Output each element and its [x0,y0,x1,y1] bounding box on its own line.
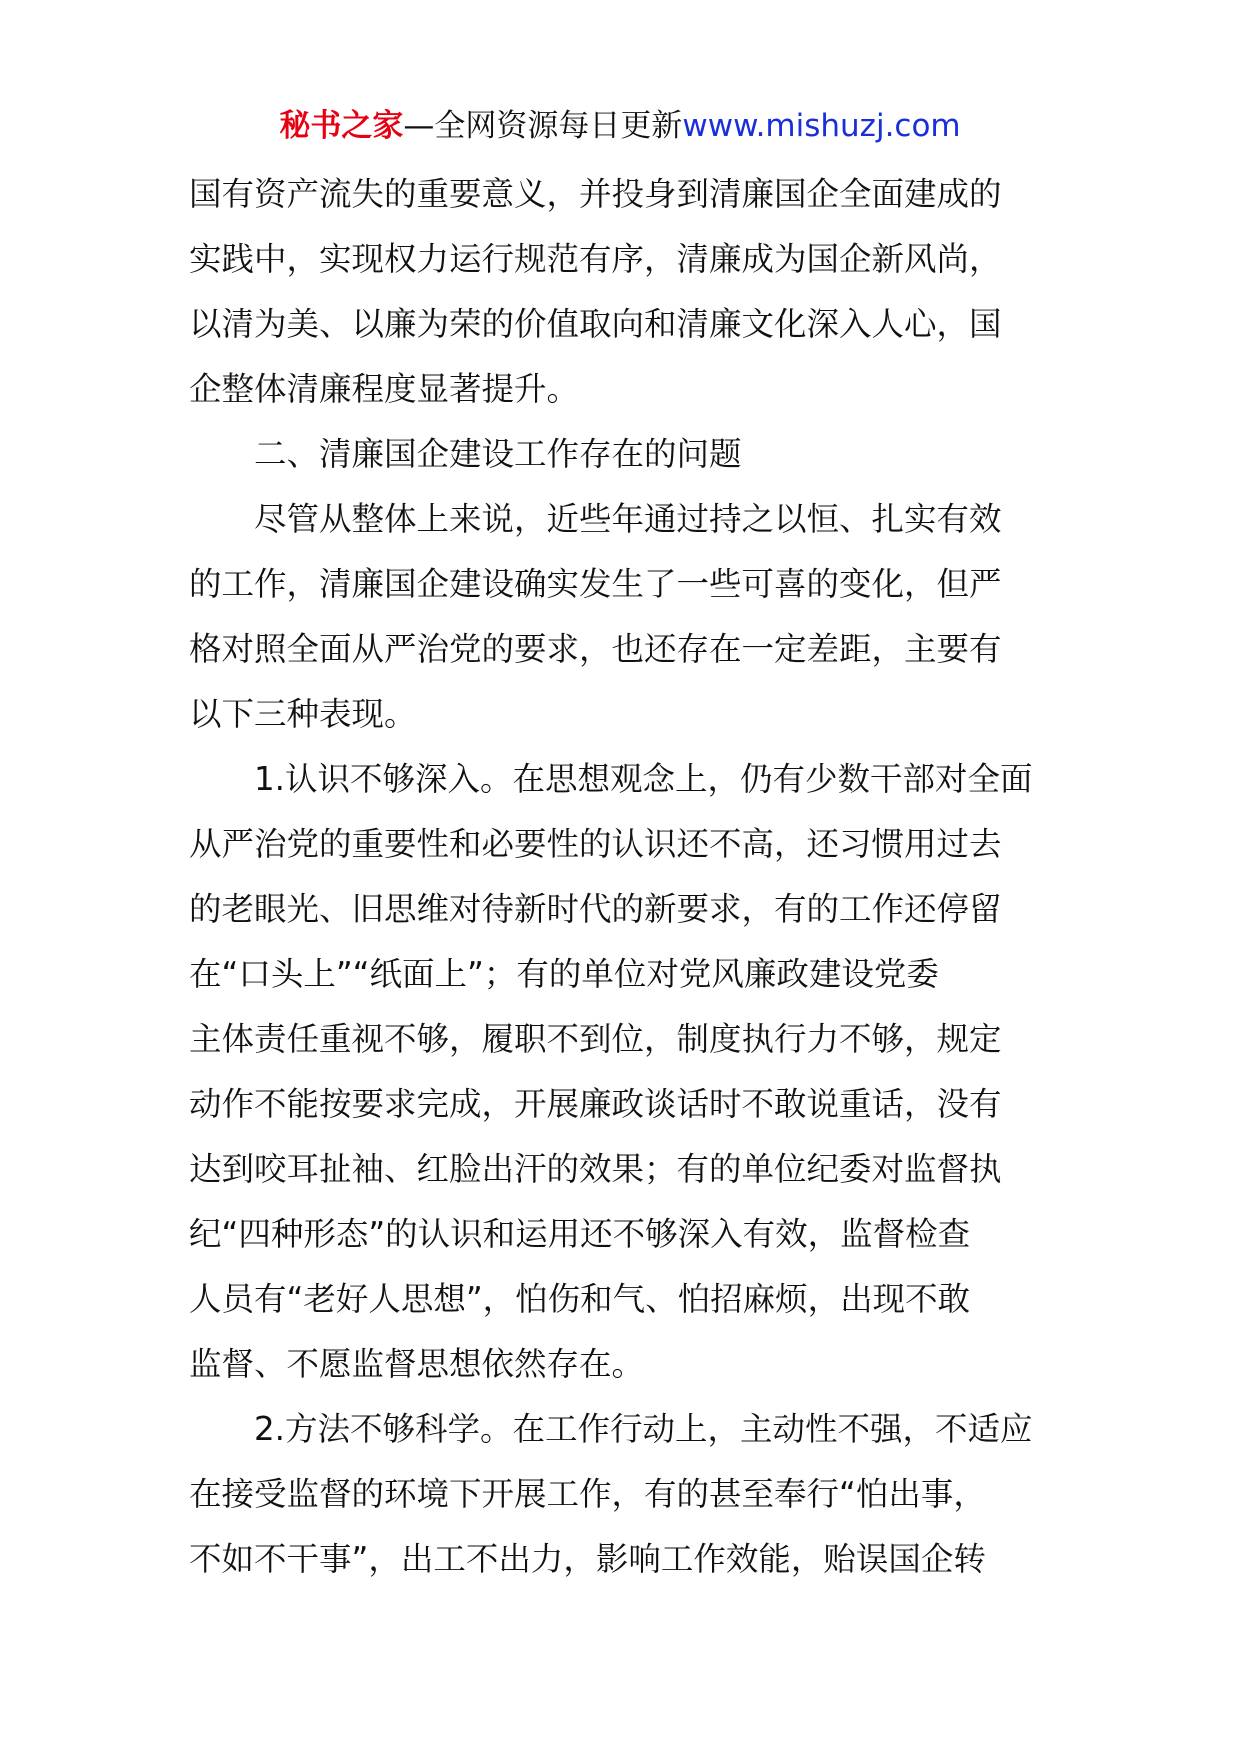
header-brand: 秘书之家 [279,108,404,144]
text-line: 国有资产流失的重要意义，并投身到清廉国企全面建成的 [189,175,1002,213]
text-line: 达到咬耳扯袖、红脸出汗的效果；有的单位纪委对监督执 [189,1150,1002,1188]
header-url-link[interactable]: www.mishuzj.com [682,108,961,144]
text-line: 格对照全面从严治党的要求，也还存在一定差距，主要有 [189,630,1002,668]
text-line: 主体责任重视不够，履职不到位，制度执行力不够，规定 [189,1020,1002,1058]
text-line: 实践中，实现权力运行规范有序，清廉成为国企新风尚， [189,240,1002,278]
text-line: 不如不干事”，出工不出力，影响工作效能，贻误国企转 [189,1540,986,1578]
text-line: 尽管从整体上来说，近些年通过持之以恒、扎实有效 [254,500,1002,538]
text-line: 以清为美、以廉为荣的价值取向和清廉文化深入人心，国 [189,305,1002,343]
text-line: 以下三种表现。 [189,695,417,733]
text-line: 动作不能按要求完成，开展廉政谈话时不敢说重话，没有 [189,1085,1002,1123]
text-line: 的工作，清廉国企建设确实发生了一些可喜的变化，但严 [189,565,1002,603]
text-line: 的老眼光、旧思维对待新时代的新要求，有的工作还停留 [189,890,1002,928]
text-line: 纪“四种形态”的认识和运用还不够深入有效，监督检查 [189,1215,971,1253]
document-body [189,162,1059,1592]
text-line: 2.方法不够科学。在工作行动上，主动性不强，不适应 [254,1410,1033,1448]
text-line: 从严治党的重要性和必要性的认识还不高，还习惯用过去 [189,825,1002,863]
text-line: 在接受监督的环境下开展工作，有的甚至奉行“怕出事， [189,1475,986,1513]
header-tagline: —全网资源每日更新 [403,108,683,144]
section-heading: 二、清廉国企建设工作存在的问题 [254,435,742,473]
text-line: 企整体清廉程度显著提升。 [189,370,580,408]
text-line: 人员有“老好人思想”，怕伤和气、怕招麻烦，出现不敢 [189,1280,971,1318]
page-header [0,104,1240,148]
text-line: 在“口头上”“纸面上”；有的单位对党风廉政建设党委 [189,955,939,993]
text-line: 监督、不愿监督思想依然存在。 [189,1345,645,1383]
text-line: 1.认识不够深入。在思想观念上，仍有少数干部对全面 [254,760,1033,798]
